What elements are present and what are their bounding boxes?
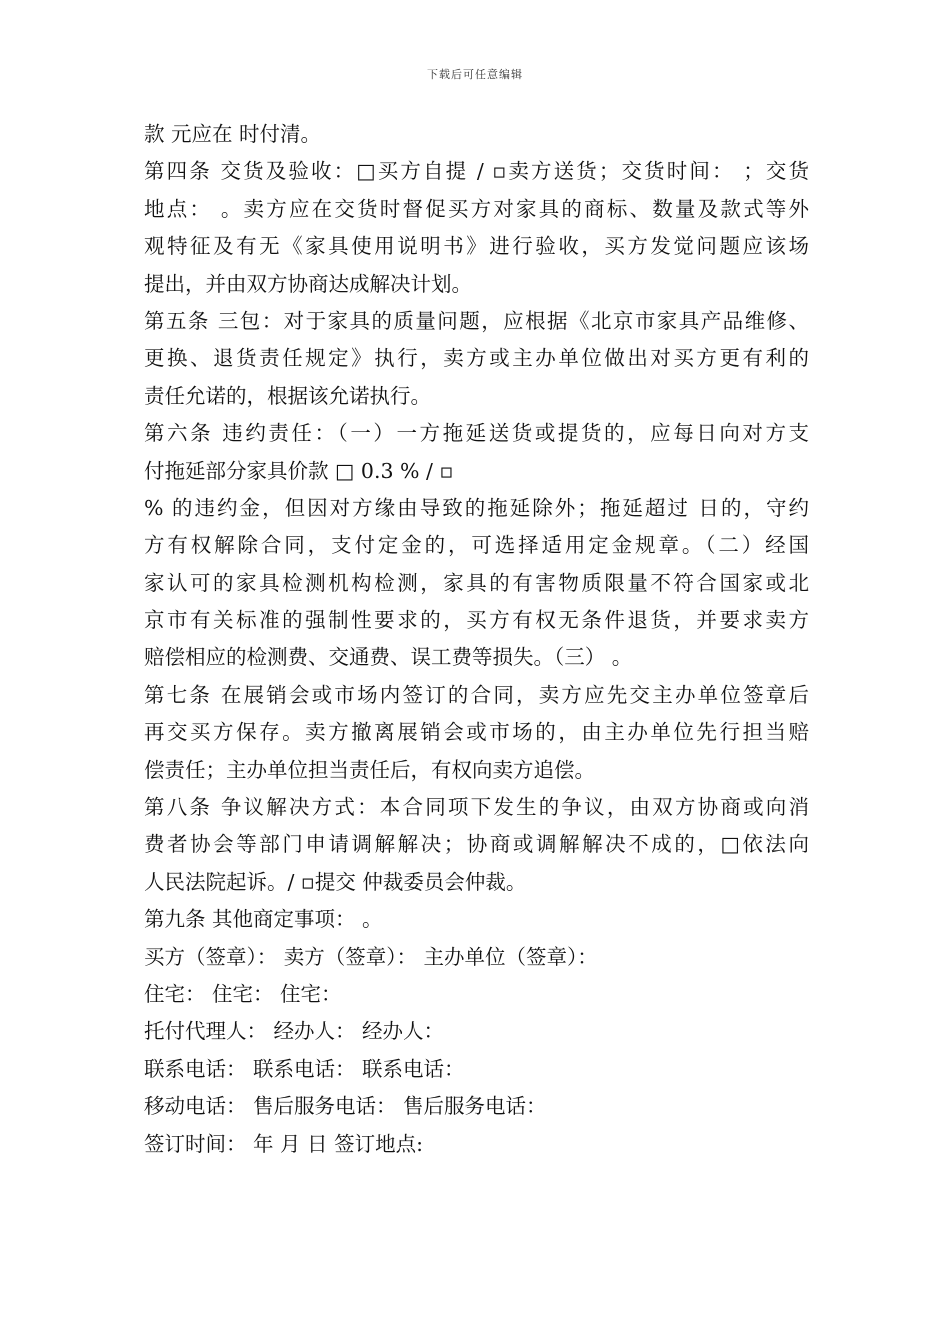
text-line: 家认可的家具检测机构检测，家具的有害物质限量不符合国家或北 bbox=[144, 570, 809, 595]
text-line: 京市有关标准的强制性要求的，买方有权无条件退货，并要求卖方 bbox=[144, 608, 809, 633]
signature-agent-line: 托付代理人： 经办人： 经办人： bbox=[144, 1019, 445, 1044]
text-line: 责任允诺的，根据该允诺执行。 bbox=[144, 383, 431, 408]
text-line: 观特征及有无《家具使用说明书》进行验收，买方发觉问题应该场 bbox=[144, 234, 809, 259]
text-line: 第七条 在展销会或市场内签订的合同，卖方应先交主办单位签章后 bbox=[144, 682, 809, 707]
text-line: 赔偿相应的检测费、交通费、误工费等损失。（三） 。 bbox=[144, 645, 633, 670]
text-line: 第五条 三包：对于家具的质量问题，应根据《北京市家具产品维修、 bbox=[144, 308, 809, 333]
text-line: 付拖延部分家具价款 □ 0.3 % / ▫ bbox=[144, 458, 454, 483]
signature-header-line: 买方（签章）： 卖方（签章）： 主办单位（签章）： bbox=[144, 944, 598, 969]
text-line: % 的违约金，但因对方缘由导致的拖延除外；拖延超过 日的，守约 bbox=[144, 495, 809, 520]
text-line: 提出，并由双方协商达成解决计划。 bbox=[144, 271, 472, 296]
text-line: 费者协会等部门申请调解解决；协商或调解解决不成的，□依法向 bbox=[144, 832, 809, 857]
signature-date-line: 签订时间： 年 月 日 签订地点: bbox=[144, 1131, 423, 1156]
text-line: 再交买方保存。卖方撤离展销会或市场的，由主办单位先行担当赔 bbox=[144, 720, 809, 745]
signature-mobile-line: 移动电话： 售后服务电话： 售后服务电话： bbox=[144, 1094, 547, 1119]
page-header-note: 下载后可任意编辑 bbox=[427, 68, 523, 81]
text-line: 第九条 其他商定事项： 。 bbox=[144, 907, 383, 932]
text-line: 第八条 争议解决方式：本合同项下发生的争议，由双方协商或向消 bbox=[144, 795, 809, 820]
text-line: 方有权解除合同，支付定金的，可选择适用定金规章。（二）经国 bbox=[144, 533, 809, 558]
text-line: 人民法院起诉。/ ▫提交 仲裁委员会仲裁。 bbox=[144, 869, 527, 894]
signature-address-line: 住宅： 住宅： 住宅： bbox=[144, 981, 342, 1006]
text-line: 偿责任；主办单位担当责任后，有权向卖方追偿。 bbox=[144, 757, 595, 782]
text-line: 更换、退货责任规定》执行，卖方或主办单位做出对买方更有利的 bbox=[144, 346, 809, 371]
document-body bbox=[144, 116, 809, 1163]
text-line: 第六条 违约责任：（一）一方拖延送货或提货的，应每日向对方支 bbox=[144, 421, 809, 446]
signature-phone-line: 联系电话： 联系电话： 联系电话： bbox=[144, 1056, 465, 1081]
text-line: 第四条 交货及验收：□买方自提 / ▫卖方送货；交货时间： ；交货 bbox=[144, 159, 809, 184]
text-line: 款 元应在 时付清。 bbox=[144, 122, 322, 146]
text-line: 地点： 。卖方应在交货时督促买方对家具的商标、数量及款式等外 bbox=[144, 196, 809, 221]
